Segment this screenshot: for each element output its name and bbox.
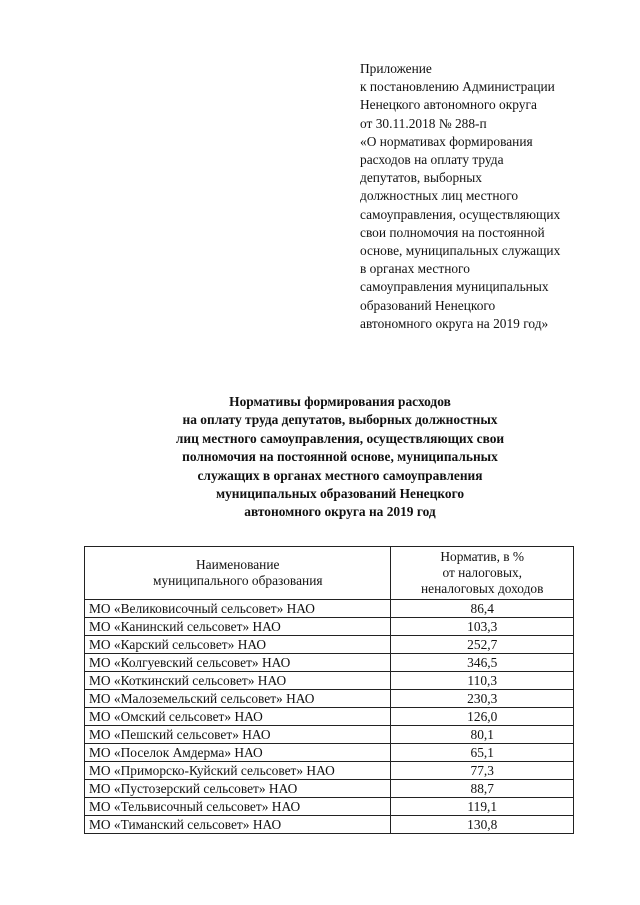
header-norm [391,547,574,600]
table-row [85,780,574,798]
appendix-line: расходов на оплату труда [360,152,504,168]
norm-value: 126,0 [391,708,574,726]
appendix-line: «О нормативах формирования [360,133,533,149]
appendix-line: основе, муниципальных служащих [360,243,561,259]
appendix-line: в органах местного [360,261,470,277]
header-line: неналоговых доходов [421,581,544,596]
title-line: лиц местного самоуправления, осуществляющих свои [175,430,505,446]
header-line: от налоговых, [442,565,523,580]
table-header-row [85,547,574,600]
appendix-line: должностных лиц местного [360,188,519,204]
municipality-name: МО «Карский сельсовет» НАО [85,636,391,654]
norm-value: 252,7 [391,636,574,654]
norm-value: 65,1 [391,744,574,762]
header-line: Норматив, в % [440,549,525,564]
municipality-name: МО «Поселок Амдерма» НАО [85,744,391,762]
table-row [85,672,574,690]
table-row [85,618,574,636]
municipality-name: МО «Пешский сельсовет» НАО [85,726,391,744]
norm-value: 86,4 [391,600,574,618]
title-line: муниципальных образований Ненецкого [215,486,465,502]
table-row [85,600,574,618]
appendix-line: к постановлению Администрации [360,79,555,95]
norm-value: 88,7 [391,780,574,798]
appendix-line: Ненецкого автономного округа [360,97,537,113]
norms-table [84,546,574,834]
appendix-line: свои полномочия на постоянной [360,224,545,240]
appendix-line: самоуправления, осуществляющих [360,206,561,222]
municipality-name: МО «Тельвисочный сельсовет» НАО [85,798,391,816]
appendix-line: самоуправления муниципальных [360,279,549,295]
norm-value: 346,5 [391,654,574,672]
table-row [85,744,574,762]
table-row [85,636,574,654]
title-line: Нормативы формирования расходов [229,394,451,409]
title-line: на оплату труда депутатов, выборных должностных [182,412,498,428]
header-line: муниципального образования [152,573,323,588]
municipality-name: МО «Коткинский сельсовет» НАО [85,672,391,690]
municipality-name: МО «Пустозерский сельсовет» НАО [85,780,391,798]
municipality-name: МО «Тиманский сельсовет» НАО [85,816,391,834]
appendix-line: депутатов, выборных [360,170,482,186]
municipality-name: МО «Канинский сельсовет» НАО [85,618,391,636]
norm-value: 103,3 [391,618,574,636]
appendix-line: автономного округа на 2019 год» [360,315,549,331]
document-title [120,393,560,522]
norm-value: 119,1 [391,798,574,816]
norm-value: 130,8 [391,816,574,834]
table-row [85,798,574,816]
header-line: Наименование [196,557,280,572]
municipality-name: МО «Приморско-Куйский сельсовет» НАО [85,762,391,780]
table-row [85,762,574,780]
norm-value: 80,1 [391,726,574,744]
title-line: полномочия на постоянной основе, муниципальных [182,449,498,465]
appendix-block [360,60,610,333]
appendix-line: образований Ненецкого [360,297,496,313]
norm-value: 110,3 [391,672,574,690]
norm-value: 77,3 [391,762,574,780]
table-row [85,726,574,744]
municipality-name: МО «Омский сельсовет» НАО [85,708,391,726]
header-municipality [85,547,391,600]
municipality-name: МО «Малоземельский сельсовет» НАО [85,690,391,708]
table-row [85,654,574,672]
title-line: автономного округа на 2019 год [244,504,436,520]
appendix-line: Приложение [360,61,432,76]
title-line: служащих в органах местного самоуправления [197,467,483,483]
table-row [85,708,574,726]
municipality-name: МО «Колгуевский сельсовет» НАО [85,654,391,672]
appendix-line: от 30.11.2018 № 288-п [360,115,487,131]
table-row [85,816,574,834]
table-row [85,690,574,708]
norm-value: 230,3 [391,690,574,708]
municipality-name: МО «Великовисочный сельсовет» НАО [85,600,391,618]
